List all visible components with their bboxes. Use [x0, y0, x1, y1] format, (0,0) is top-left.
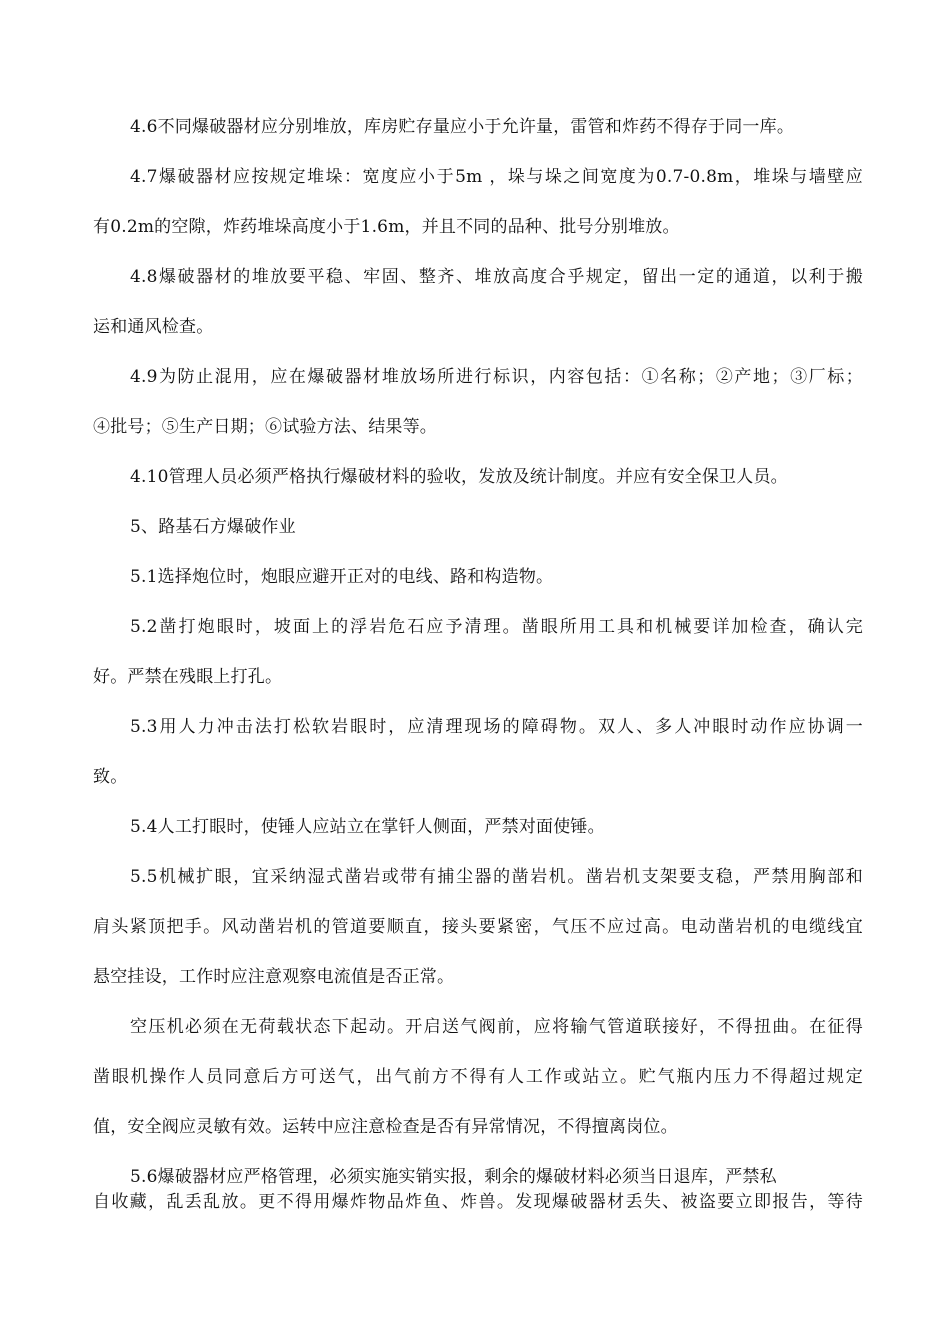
paragraph-compressor-line-1: 空压机必须在无荷载状态下起动。开启送气阀前，应将输气管道联接好，不得扭曲。在征得 — [130, 1017, 863, 1037]
paragraph-5-3-line-2: 致。 — [93, 767, 128, 787]
paragraph-5-5-line-2: 肩头紧顶把手。风动凿岩机的管道要顺直，接头要紧密，气压不应过高。电动凿岩机的电缆线宜 — [93, 917, 863, 937]
paragraph-4-9-line-1: 4.9为防止混用，应在爆破器材堆放场所进行标识，内容包括：①名称；②产地；③厂标； — [130, 367, 863, 387]
paragraph-5-1: 5.1选择炮位时，炮眼应避开正对的电线、路和构造物。 — [130, 567, 554, 587]
paragraph-5-5-line-1: 5.5机械扩眼，宜采纳湿式凿岩或带有捕尘器的凿岩机。凿岩机支架要支稳，严禁用胸部和 — [130, 867, 863, 887]
paragraph-5-2-line-2: 好。严禁在残眼上打孔。 — [93, 667, 283, 687]
paragraph-5-6-line-1: 5.6爆破器材应严格管理，必须实施实销实报，剩余的爆破材料必须当日退库，严禁私 — [130, 1167, 777, 1187]
paragraph-4-10: 4.10管理人员必须严格执行爆破材料的验收，发放及统计制度。并应有安全保卫人员。 — [130, 467, 788, 487]
paragraph-5-6-line-2: 自收藏，乱丢乱放。更不得用爆炸物品炸鱼、炸兽。发现爆破器材丢失、被盗要立即报告，等待 — [93, 1192, 863, 1212]
paragraph-4-8-line-1: 4.8爆破器材的堆放要平稳、牢固、整齐、堆放高度合乎规定，留出一定的通道，以利于搬 — [130, 267, 863, 287]
paragraph-4-7-line-2: 有0.2m的空隙，炸药堆垛高度小于1.6m，并且不同的品种、批号分别堆放。 — [93, 217, 680, 237]
paragraph-5-3-line-1: 5.3用人力冲击法打松软岩眼时，应清理现场的障碍物。双人、多人冲眼时动作应协调一 — [130, 717, 863, 737]
paragraph-4-7-line-1: 4.7爆破器材应按规定堆垛：宽度应小于5m ，垛与垛之间宽度为0.7-0.8m，堆垛与墙壁应 — [130, 167, 863, 187]
paragraph-compressor-line-3: 值，安全阀应灵敏有效。运转中应注意检查是否有异常情况，不得擅离岗位。 — [93, 1117, 678, 1137]
paragraph-compressor-line-2: 凿眼机操作人员同意后方可送气，出气前方不得有人工作或站立。贮气瓶内压力不得超过规定 — [93, 1067, 863, 1087]
paragraph-4-6: 4.6不同爆破器材应分别堆放，库房贮存量应小于允许量，雷管和炸药不得存于同一库。 — [130, 117, 795, 137]
paragraph-5-2-line-1: 5.2凿打炮眼时，坡面上的浮岩危石应予清理。凿眼所用工具和机械要详加检查，确认完 — [130, 617, 863, 637]
paragraph-5-5-line-3: 悬空挂设，工作时应注意观察电流值是否正常。 — [93, 967, 455, 987]
paragraph-4-8-line-2: 运和通风检查。 — [93, 317, 214, 337]
paragraph-4-9-line-2: ④批号；⑤生产日期；⑥试验方法、结果等。 — [93, 417, 437, 437]
section-heading-5: 5、路基石方爆破作业 — [130, 517, 296, 537]
paragraph-5-4: 5.4人工打眼时，使锤人应站立在掌钎人侧面，严禁对面使锤。 — [130, 817, 605, 837]
